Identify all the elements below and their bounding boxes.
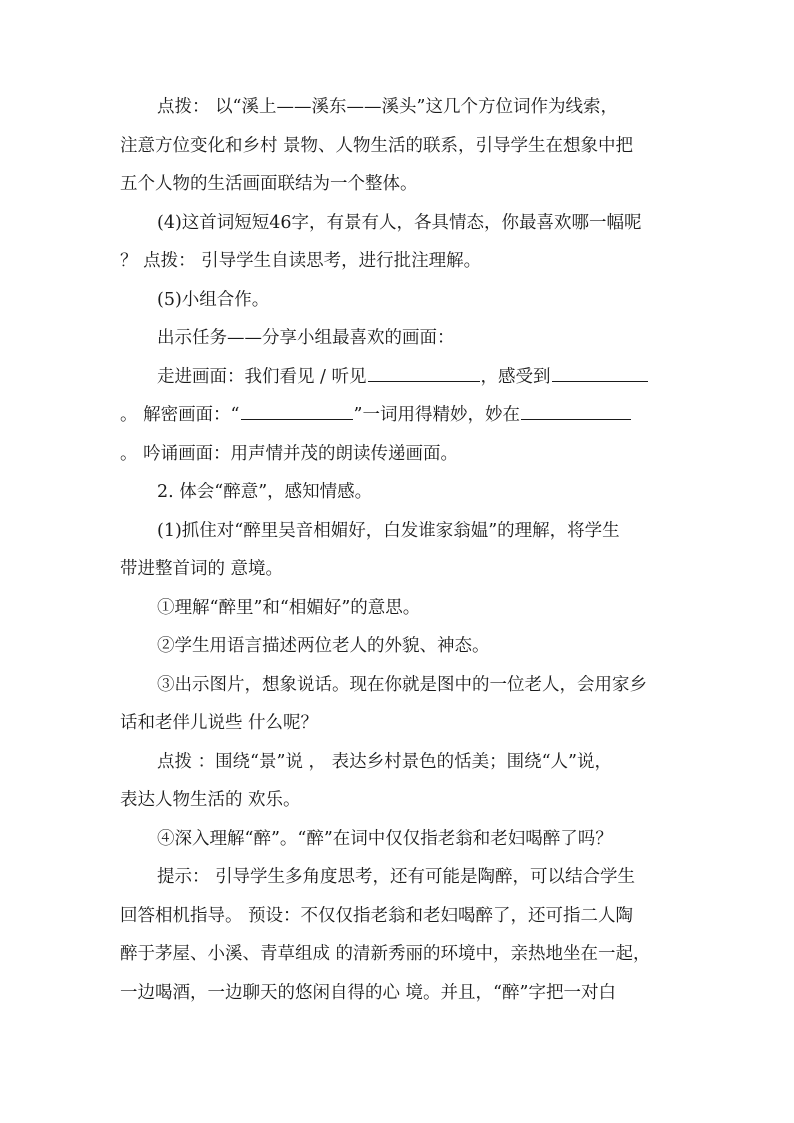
paragraph-line: ③出示图片，想象说话。现在你就是图中的一位老人，会用家乡 (157, 674, 647, 695)
fill-blank (552, 359, 648, 382)
paragraph-line: 出示任务——分享小组最喜欢的画面： (157, 328, 455, 348)
paragraph-line: ④深入理解“醉”。“醉”在词中仅仅指老翁和老妇喝醉了吗？ (157, 828, 613, 849)
line-text: 。 解密画面：“ (120, 405, 240, 425)
fill-blank (241, 397, 353, 420)
paragraph-line: 点拨 ：围绕“景”说 ， 表达乡村景色的恬美；围绕“人”说， (157, 751, 612, 772)
paragraph-line: 醉于茅屋、小溪、青草组成 的清新秀丽的环境中，亲热地坐在一起， (120, 944, 651, 964)
paragraph-line: ②学生用语言描述两位老人的外貌、神态。 (157, 636, 490, 656)
line-text: ”一词用得精妙，妙在 (353, 405, 520, 425)
paragraph-line: ？ 点拨： 引导学生自读思考，进行批注理解。 (120, 251, 482, 271)
paragraph-line: 带进整首词的 意境。 (120, 559, 284, 579)
paragraph-line: (1)抓住对“醉里吴音相媚好，白发谁家翁媪”的理解，将学生 (157, 520, 620, 541)
paragraph-line: 表达人物生活的 欢乐。 (120, 790, 301, 810)
fill-blank (368, 359, 480, 382)
paragraph-line: (5)小组合作。 (157, 289, 270, 310)
paragraph-line: 五个人物的生活画面联结为一个整体。 (120, 174, 418, 194)
paragraph-line: ①理解“醉里”和“相媚好”的意思。 (157, 597, 421, 618)
document-body (120, 88, 680, 1012)
line-text: ，感受到 (480, 366, 551, 387)
fill-in-line (120, 396, 680, 435)
paragraph-line: 话和老伴儿说些 什么呢？ (120, 713, 319, 733)
line-text: 走进画面：我们看见 / 听见 (157, 366, 367, 387)
paragraph-line: 。 吟诵画面：用声情并茂的朗读传递画面。 (120, 443, 459, 464)
paragraph-line: 一边喝酒，一边聊天的悠闲自得的心 境。并且，“醉”字把一对白 (120, 982, 616, 1003)
fill-in-line (120, 358, 680, 397)
paragraph-line: 注意方位变化和乡村 景物、人物生活的联系，引导学生在想象中把 (120, 135, 634, 156)
paragraph-line: 点拨： 以“溪上——溪东——溪头”这几个方位词作为线索， (157, 97, 618, 117)
paragraph-line: 回答相机指导。 预设：不仅仅指老翁和老妇喝醉了，还可指二人陶 (120, 905, 634, 926)
paragraph-line: 提示： 引导学生多角度思考，还有可能是陶醉，可以结合学生 (157, 867, 636, 887)
section-heading: 2. 体会“醉意”，感知情感。 (157, 482, 373, 502)
paragraph-line: (4)这首词短短46字，有景有人，各具情态，你最喜欢哪一幅呢 (157, 212, 642, 233)
fill-blank (521, 397, 631, 420)
